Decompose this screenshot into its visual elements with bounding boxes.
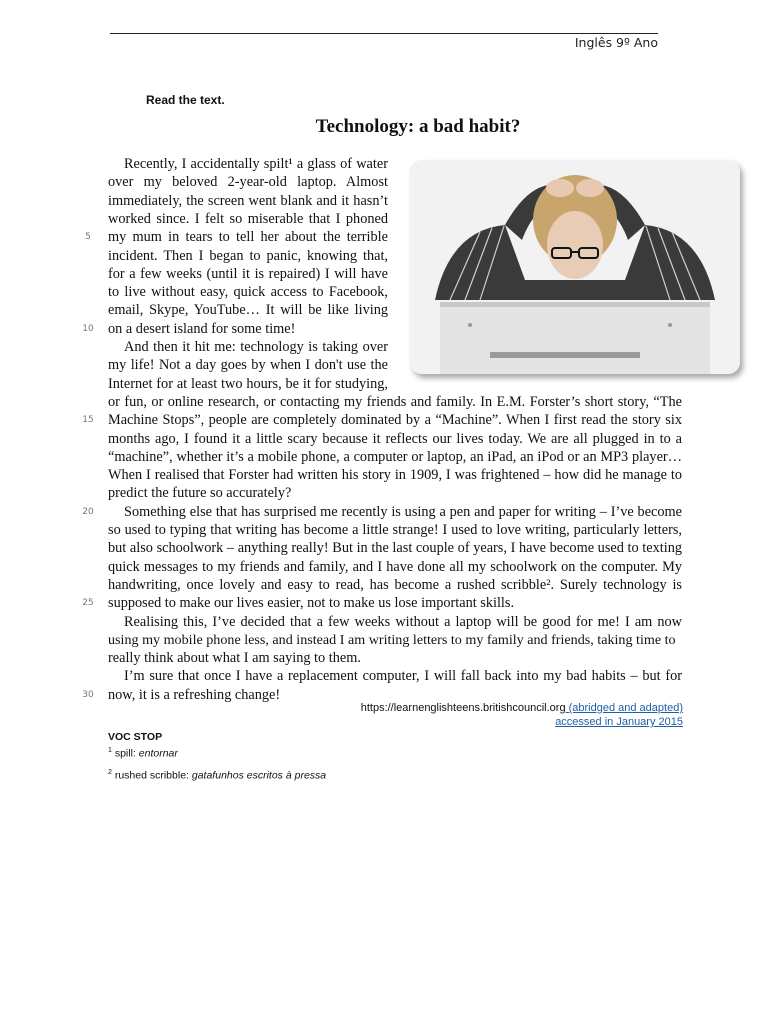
text-line xyxy=(0,521,768,539)
line-text: over my beloved 2-year-old laptop. Almost xyxy=(108,174,388,191)
source-note-link[interactable]: (abridged and adapted) xyxy=(565,702,683,714)
vocab-section xyxy=(108,730,178,761)
text-line xyxy=(0,430,768,448)
text-line xyxy=(0,375,768,393)
line-text: on a desert island for some time! xyxy=(108,320,296,337)
line-number: 5 xyxy=(85,232,91,243)
text-line xyxy=(0,393,768,411)
line-number: 10 xyxy=(82,323,94,334)
vocab-item-2: $^2$ rushed scribble: gatafunhos escritos à pressa xyxy=(108,769,327,782)
line-text: I’m sure that once I have a replacement computer, I will fall back into my bad habits – but for xyxy=(124,668,682,685)
line-text: for a few weeks (until it is repaired) I will have xyxy=(108,265,388,282)
line-number: 20 xyxy=(82,506,94,517)
line-text: supposed to make our lives easier, not to make us lose important skills. xyxy=(108,595,515,612)
line-text: Internet for at least two hours, be it for studying, xyxy=(108,375,388,392)
line-text: my life! Not a day goes by when I don't use the xyxy=(108,357,388,374)
line-text: “machine”, whether it’s a mobile phone, a computer or laptop, an iPad, an iPod or an MP3 player… xyxy=(108,448,682,465)
text-line xyxy=(0,667,768,685)
text-line xyxy=(0,649,768,667)
line-text: worked since. I felt so miserable that I phoned xyxy=(108,210,388,227)
line-text: email, Skype, YouTube… It will be like living xyxy=(108,302,388,319)
page-header: Inglês 9º Ano xyxy=(574,35,658,50)
woman-frustrated-at-computer-photo xyxy=(410,160,740,374)
vocab-item-1: $^1$ spill: entornar xyxy=(108,747,178,760)
line-text: Something else that has surprised me recently is using a pen and paper for writing – I’ve become xyxy=(124,503,682,520)
line-number: 25 xyxy=(82,598,94,609)
source-accessed-link[interactable]: accessed in January 2015 xyxy=(555,716,683,728)
source-url: https://learnenglishteens.britishcouncil.org xyxy=(360,702,566,714)
line-text: handwriting, once lovely and easy to read, has become a rushed scribble². Surely technology is xyxy=(108,576,682,593)
text-line xyxy=(0,448,768,466)
line-text: quick messages to my friends and family, and I have done all my schoolwork on the computer. My xyxy=(108,558,682,575)
line-text: Machine Stops”, people are completely dominated by a “Machine”. When I first read the story six xyxy=(108,412,682,429)
header-rule xyxy=(110,33,658,34)
text-line xyxy=(0,484,768,502)
line-number: 30 xyxy=(82,689,94,700)
source-citation xyxy=(361,701,683,729)
line-text: using my mobile phone less, and instead I am writing letters to my family and friends, taking time to xyxy=(108,631,676,648)
line-text: predict the future so accurately? xyxy=(108,485,292,502)
line-text: so used to typing that writing has become a little strange! I used to love writing, particularly letters, xyxy=(108,522,682,538)
line-text: Recently, I accidentally spilt¹ a glass of water xyxy=(124,156,388,172)
text-line xyxy=(0,503,768,521)
text-line xyxy=(0,411,768,429)
text-line xyxy=(0,539,768,557)
text-line xyxy=(0,466,768,484)
vocab-heading: VOC STOP xyxy=(108,731,163,743)
text-line xyxy=(0,558,768,576)
text-line xyxy=(0,613,768,631)
line-number: 15 xyxy=(82,415,94,426)
line-text: immediately, the screen went blank and it hasn’t xyxy=(108,192,388,209)
line-text: or fun, or online research, or contacting my friends and family. In E.M. Forster’s short story, “The xyxy=(108,393,682,410)
line-text: my mum in tears to tell her about the terrible xyxy=(108,229,388,246)
line-text: now, it is a refreshing change! xyxy=(108,686,281,703)
instruction: Read the text. xyxy=(146,93,225,107)
line-text: Realising this, I’ve decided that a few weeks without a laptop will be good for me! I am now xyxy=(124,613,682,630)
line-text: When I realised that Forster had written his story in 1909, I was frightened – how did he manage to xyxy=(108,467,682,484)
text-line xyxy=(0,594,768,612)
article-title: Technology: a bad habit? xyxy=(315,116,521,137)
line-text: really think about what I am saying to them. xyxy=(108,650,361,667)
line-text: months ago, I found it a little scary because it reflects our lives today. We are all plugged in to a xyxy=(108,430,682,447)
line-text: but also schoolwork – anything really! But in the last couple of years, I have become used to texting xyxy=(108,540,682,557)
text-line xyxy=(0,576,768,594)
text-line xyxy=(0,631,768,649)
line-text: incident. Then I began to panic, knowing that, xyxy=(108,247,388,264)
line-text: to live without easy, quick access to Facebook, xyxy=(108,284,388,301)
line-text: And then it hit me: technology is taking over xyxy=(124,339,388,355)
